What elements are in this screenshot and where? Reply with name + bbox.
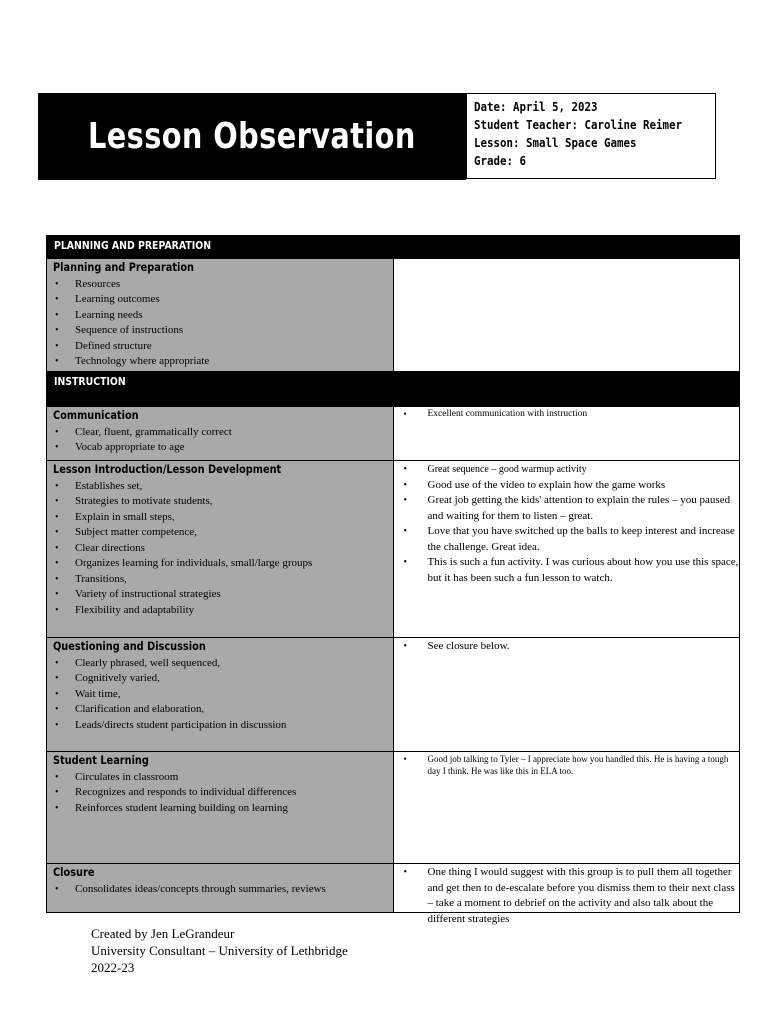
list-item: • Variety of instructional strategies [75, 587, 393, 603]
criteria-cell [47, 461, 394, 638]
section-title: PLANNING AND PREPARATION [54, 239, 212, 252]
section-header-instruction [47, 372, 740, 407]
list-item: • One thing I would suggest with this group is to pull them all together and get then to de-escalate before you dismiss them to their next class – take a moment to debrief on the activity and also talk about the different strategies [428, 865, 740, 910]
list-item: • Transitions, [75, 572, 393, 588]
row-planning [47, 259, 740, 372]
page-title: Lesson Observation [88, 116, 416, 157]
list-item: • Great job getting the kids' attention to explain the rules – you paused and waiting for them to listen – great. [428, 493, 740, 524]
footer-line: University Consultant – University of Lethbridge [91, 943, 348, 958]
student-teacher-field: Student Teacher: Caroline Reimer [474, 118, 683, 132]
list-item: • Vocab appropriate to age [75, 440, 393, 453]
list-item: • Clear, fluent, grammatically correct [75, 425, 393, 441]
criteria-list [53, 425, 393, 454]
criteria-cell [47, 864, 394, 913]
footer-credits [91, 925, 348, 976]
row-lesson-intro [47, 461, 740, 638]
list-item: • Wait time, [75, 687, 393, 703]
category-title: Lesson Introduction/Lesson Development [53, 462, 282, 476]
list-item: • See closure below. [428, 639, 740, 655]
comment-list [400, 639, 740, 655]
list-item: • Great sequence – good warmup activity [428, 462, 740, 478]
list-item: • Technology where appropriate [75, 354, 393, 366]
grade-field: Grade: 6 [474, 154, 527, 168]
criteria-cell [47, 638, 394, 752]
observation-table [46, 235, 740, 925]
criteria-cell [47, 752, 394, 864]
criteria-list [53, 882, 393, 910]
list-item: • Recognizes and responds to individual differences [75, 785, 393, 801]
list-item: • Consolidates ideas/concepts through summaries, reviews [75, 882, 393, 910]
row-closure [47, 864, 740, 913]
comment-cell [393, 638, 740, 752]
criteria-list [53, 479, 393, 615]
row-questioning [47, 638, 740, 752]
row-student-learning [47, 752, 740, 864]
list-item: • Defined structure [75, 339, 393, 355]
footer-line: Created by Jen LeGrandeur [91, 926, 235, 941]
list-item: • Establishes set, [75, 479, 393, 495]
comment-cell [393, 259, 740, 372]
comment-list [400, 753, 740, 777]
list-item: • Love that you have switched up the balls to keep interest and increase the challenge. Great idea. [428, 524, 740, 555]
list-item: • Leads/directs student participation in discussion [75, 718, 393, 734]
list-item: • Excellent communication with instruction [428, 408, 740, 420]
category-title: Planning and Preparation [53, 260, 195, 274]
category-title: Questioning and Discussion [53, 639, 206, 653]
criteria-list [53, 770, 393, 817]
list-item: • Strategies to motivate students, [75, 494, 393, 510]
section-title: INSTRUCTION [54, 375, 126, 388]
category-title: Communication [53, 408, 139, 422]
list-item: • Explain in small steps, [75, 510, 393, 526]
list-item: • Clear directions [75, 541, 393, 557]
criteria-cell [47, 259, 394, 372]
list-item: • Good job talking to Tyler – I appreciate how you handled this. He is having a tough day I think. He was like this in ELA too. [428, 753, 740, 777]
list-item: • Sequence of instructions [75, 323, 393, 339]
footer-line: 2022-23 [91, 960, 135, 975]
list-item: • This is such a fun activity. I was curious about how you use this space, but it has been such a fun lesson to watch. [428, 555, 740, 586]
list-item: • Flexibility and adaptability [75, 603, 393, 615]
list-item: • Good use of the video to explain how the game works [428, 478, 740, 494]
criteria-cell [47, 407, 394, 461]
comment-cell [393, 407, 740, 461]
criteria-list [53, 277, 393, 367]
row-communication [47, 407, 740, 461]
list-item: • Learning needs [75, 308, 393, 324]
criteria-list [53, 656, 393, 734]
comment-cell [393, 461, 740, 638]
list-item: • Cognitively varied, [75, 671, 393, 687]
list-item: • Reinforces student learning building on learning [75, 801, 393, 817]
category-title: Student Learning [53, 753, 149, 767]
list-item: • Clearly phrased, well sequenced, [75, 656, 393, 672]
comment-list [400, 408, 740, 420]
comment-list [400, 462, 740, 586]
list-item: • Subject matter competence, [75, 525, 393, 541]
lesson-info-box [466, 93, 716, 179]
list-item: • Circulates in classroom [75, 770, 393, 786]
category-title: Closure [53, 865, 95, 879]
comment-list [400, 865, 740, 925]
list-item: • Learning outcomes [75, 292, 393, 308]
section-header-planning [47, 236, 740, 259]
list-item: • Resources [75, 277, 393, 293]
date-field: Date: April 5, 2023 [474, 100, 598, 114]
lesson-field: Lesson: Small Space Games [474, 136, 637, 150]
list-item: • Clarification and elaboration, [75, 702, 393, 718]
list-item: • Organizes learning for individuals, small/large groups [75, 556, 393, 572]
comment-cell [393, 752, 740, 864]
title-banner [38, 93, 466, 180]
comment-cell [393, 864, 740, 925]
